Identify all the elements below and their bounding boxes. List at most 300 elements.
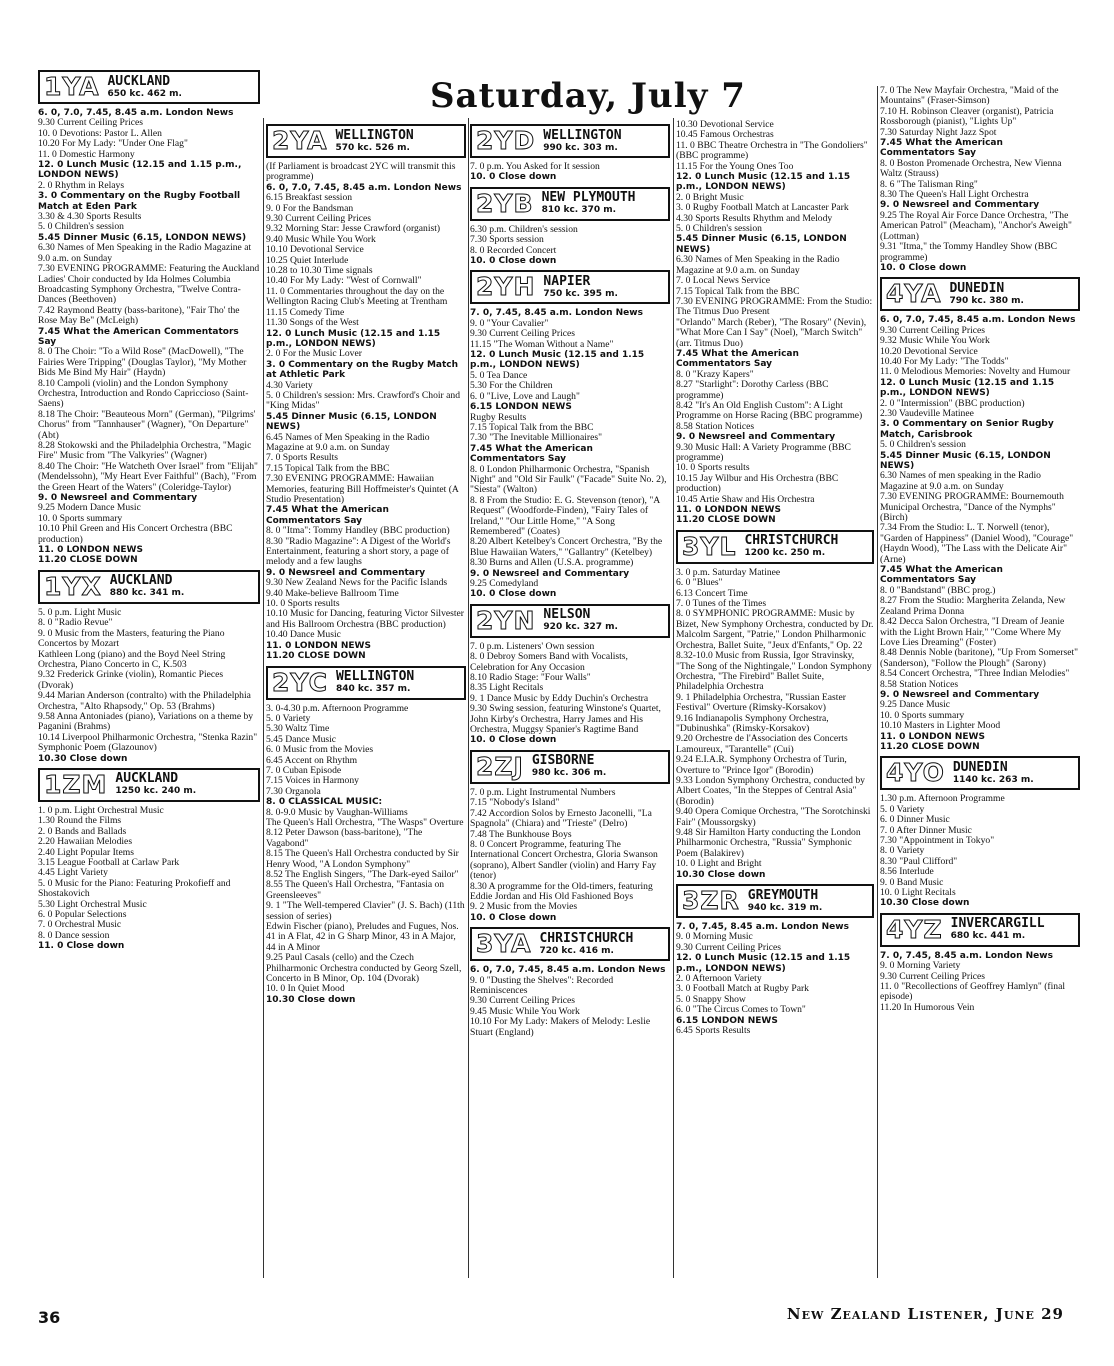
station-meta xyxy=(528,752,607,782)
programme-line: 10.14 Liverpool Philharmonic Orchestra, "Stenka Razin" Symphonic Poem (Glazounov) xyxy=(38,731,258,754)
station-callsign: 3YL xyxy=(682,531,737,561)
programme-line: 10. 0 Close down xyxy=(470,735,557,746)
programme-line: 8.52 The English Singers, "The Dark-eyed Sailor" xyxy=(266,869,459,880)
programme-line: 3. 0 Rugby Football Match at Lancaster Park xyxy=(676,202,849,214)
programme-line: 10.40 Dance Music xyxy=(266,629,341,641)
programme-line: 9.32 Music While You Work xyxy=(880,335,990,347)
programme-line: 10. 0 Sports results xyxy=(676,462,750,474)
programme-line: 7.30 EVENING PROGRAMME: From the Studio: The Titmus Duo Present xyxy=(676,295,873,318)
programme-line: 5.45 Dinner Music (6.15, LONDON NEWS) xyxy=(266,411,437,433)
programme-line: 2. 0 For the Music Lover xyxy=(266,348,362,360)
programme-line: 6. 0, 7.0, 7.45, 8.45 a.m. London News xyxy=(266,182,462,193)
programme-line: 11. 0 LONDON NEWS xyxy=(38,545,143,556)
programme-line: Rugby Results xyxy=(470,411,527,423)
programme-line: 9.30 Music Hall: A Variety Programme (BBC programme) xyxy=(676,441,851,463)
station-city: GREYMOUTH xyxy=(747,887,819,903)
column-4 xyxy=(676,120,874,1037)
programme-line: 9.32 Frederick Grinke (violin), Romantic Pieces (Dvorak) xyxy=(38,669,224,691)
programme-line: 7. 0 Cuban Episode xyxy=(266,764,342,776)
programme-line: 8.30 A programme for the Old-timers, featuring Eddie Jordan and His Old Fashioned Boys xyxy=(470,880,653,902)
station-city: AUCKLAND xyxy=(115,771,179,787)
station-frequency: 720 kc. 416 m. xyxy=(539,945,614,956)
station-city: WELLINGTON xyxy=(335,669,415,684)
programme-line: 7.48 The Bunkhouse Boys xyxy=(470,828,572,840)
programme-line: 9. 0 Band Music xyxy=(880,876,944,888)
programme-line: 9. 0 Newsreel and Commentary xyxy=(470,568,630,579)
station-callsign: 1ZM xyxy=(44,769,108,799)
programme-line: 10. 0 Close down xyxy=(470,172,557,183)
programme-line: 6.15 LONDON NEWS xyxy=(676,1015,778,1026)
programme-line: 8.32-10.0 Music from Russia, Igor Stravinsky, "The Song of the Nightingale," London Symphony Orchestra, "The Firebird" Ballet Suite, Philadelphia Orchestra xyxy=(676,650,872,693)
programme-line: 10.10 Devotional Service xyxy=(266,244,364,256)
programme-line: 7.34 From the Studio: L. T. Norwell (tenor), "Garden of Happiness" (Daniel Wood), "Courage" (Haydn Wood), "The Lass with the Delicate Air" (Arne) xyxy=(880,522,1074,565)
programme-line: 7.45 What the American Commentators Say xyxy=(676,348,799,370)
programme-line: 11. 0 Domestic Harmony xyxy=(38,148,135,160)
programme-line: 10. 0 Close down xyxy=(470,256,557,267)
programme-line: 9.31 "Itma," the Tommy Handley Show (BBC programme) xyxy=(880,241,1057,263)
programme-line: 8.12 Peter Dawson (bass-baritone), "The Vagabond" xyxy=(266,827,423,849)
programme-line: 3. 0 p.m. Saturday Matinee xyxy=(676,566,781,578)
programme-line: 5.45 Dinner Music (6.15, LONDON NEWS) xyxy=(676,234,847,255)
programme-line: 9.32 Morning Star: Jesse Crawford (organist) xyxy=(266,223,441,235)
programme-line: 11. 0 Melodious Memories: Novelty and Humour xyxy=(880,366,1071,378)
programme-line: 8. 0 "Radio Revue" xyxy=(38,617,113,629)
station-frequency: 980 kc. 306 m. xyxy=(531,768,607,779)
programme-line: 11. 0 LONDON NEWS xyxy=(266,640,371,651)
programme-line: 8. 0 Concert Programme, featuring The International Concert Orchestra, Gloria Swanson (soprano), Albert Sandler (violin) and Harry Fay (tenor) xyxy=(470,838,658,882)
programme-line: 7.30 EVENING PROGRAMME: Featuring the Auckland Ladies' Choir conducted by Ida Holmes Columbia Broadcasting Symphony Orchestra, "Twelve Contra-Dances (Beethoven) xyxy=(38,263,260,306)
programme-line: 7.45 What the American Commentators Say xyxy=(38,326,239,347)
programme-line: 8.30 "Radio Magazine": A Digest of the World's Entertainment, featuring a short story, a page of melody and a few laughs xyxy=(266,535,451,568)
station-callsign: 3YA xyxy=(476,929,532,959)
programme-line: 5.45 Dinner Music (6.15, LONDON NEWS) xyxy=(38,232,247,243)
programme-line: 12. 0 Lunch Music (12.15 and 1.15 p.m., LONDON NEWS) xyxy=(676,172,851,193)
programme-line: 9. 2 Music from the Movies xyxy=(470,901,578,913)
programme-line: 8.42 "It's An Old English Custom": A Light Programme on Horse Racing (BBC programme) xyxy=(676,399,863,422)
programme-line: 9. 0 Newsreel and Commentary xyxy=(38,493,198,504)
programme-line: 5. 0 Children's session xyxy=(38,221,124,233)
programme-line: 12. 0 Lunch Music (12.15 and 1.15 p.m., LONDON NEWS) xyxy=(470,350,645,371)
station-frequency: 1250 kc. 240 m. xyxy=(115,786,197,797)
station-callsign: 4YA xyxy=(886,279,942,309)
programme-line: 3. 0 Commentary on the Rugby Football Match at Eden Park xyxy=(38,191,241,212)
programme-line: 10. 0 Light Recitals xyxy=(880,887,956,899)
station-meta xyxy=(945,279,1024,309)
programme-line: 12. 0 Lunch Music (12.15 and 1.15 p.m., LONDON NEWS) xyxy=(266,328,441,349)
programme-line: 2. 0 Bright Music xyxy=(676,191,744,203)
programme-line: 4.45 Light Variety xyxy=(38,867,108,879)
column-rule xyxy=(877,86,878,1278)
station-header xyxy=(38,570,260,604)
programme-line: 8.56 Interlude xyxy=(880,866,934,878)
programme-line: 9. 1 "The Well-tempered Clavier" (J. S. Bach) (11th session of series) xyxy=(266,900,465,922)
programme-line: 2. 0 "Intermission" (BBC production) xyxy=(880,397,1025,409)
programme-line: 8. 0 London Philharmonic Orchestra, "Spanish Night" and "Old Sir Faulk" ("Facade" Suite No. 2), "Siesta" (Walton) xyxy=(470,463,667,496)
programme-line: The Queen's Hall Orchestra, "The Wasps" Overture xyxy=(266,816,464,828)
programme-line: 9.30 Current Ceiling Prices xyxy=(880,970,985,982)
programme-line: 7.30 EVENING PROGRAMME: Bournemouth Municipal Orchestra, "Dance of the Nymphs" (Birch) xyxy=(880,491,1064,524)
programme-line: 7.30 Organola xyxy=(266,785,321,797)
programme-line: 9.25 Dance Music xyxy=(880,699,951,711)
programme-line: 7. 0 p.m. Light Instrumental Numbers xyxy=(470,786,616,798)
programme-line: 9. 0 Music from the Masters, featuring the Piano Concertos by Mozart xyxy=(38,627,225,650)
programme-line: 10. 0 Sports summary xyxy=(880,709,965,721)
programme-line: 6. 0, 7.0, 7.45, 8.45 a.m. London News xyxy=(470,965,666,976)
programme-line: 5. 0 Children's session xyxy=(880,439,966,451)
programme-line: 10.20 Devotional Service xyxy=(880,345,978,357)
programme-line: 7.45 What the American Commentators Say xyxy=(880,565,1003,586)
station-city: DUNEDIN xyxy=(949,280,1005,296)
station-meta xyxy=(103,72,182,102)
station-header xyxy=(470,187,670,221)
programme-line: 5. 0 Tea Dance xyxy=(470,369,528,381)
programme-line: "Orlando" March (Reber), "The Rosary" (Nevin), "What More Can I Say" (Noel), "March Switch" (arr. Titmus Duo) xyxy=(676,316,867,349)
programme-line: 7.10 H. Robinson Cleaver (organist), Patricia Rossborough (pianist), "Lights Up" xyxy=(880,105,1054,128)
programme-line: 10.15 Jay Wilbur and His Orchestra (BBC production) xyxy=(676,472,839,495)
station-meta xyxy=(949,758,1034,788)
column-1 xyxy=(38,66,260,952)
programme-line: 10.10 Phil Green and His Concert Orchestra (BBC production) xyxy=(38,523,233,545)
programme-line: 6.30 p.m. Children's session xyxy=(470,223,578,235)
programme-line: 8.27 "Starlight": Dorothy Carless (BBC programme) xyxy=(676,379,829,401)
programme-line: 9.20 Orchestre de l'Association des Concerts Lamoureux, "Tarantelle" (Cui) xyxy=(676,733,848,755)
programme-line: 10.10 Music for Dancing, featuring Victor Silvester and His Ballroom Orchestra (BBC production) xyxy=(266,608,465,630)
station-meta xyxy=(740,532,838,562)
column-2 xyxy=(266,120,466,1005)
programme-line: 10. 0 Sports summary xyxy=(38,512,123,524)
station-header xyxy=(38,70,260,104)
programme-line: 10. 0 Close down xyxy=(470,589,557,600)
programme-line: 8.10 Radio Stage: "Four Walls" xyxy=(470,672,591,684)
programme-line: 8.15 The Queen's Hall Orchestra conducted by Sir Henry Wood, "A London Symphony" xyxy=(266,848,459,870)
programme-line: 7.15 Topical Talk from the BBC xyxy=(266,462,390,474)
programme-line: 9.33 London Symphony Orchestra, conducted by Albert Coates, "In the Steppes of Central Asia" (Borodin) xyxy=(676,774,865,807)
page-number: 36 xyxy=(38,1308,61,1327)
station-callsign: 2ZJ xyxy=(476,751,524,781)
programme-line: 9. 0 Newsreel and Commentary xyxy=(266,567,426,578)
programme-line: 6. 0, 7.0, 7.45, 8.45 a.m. London News xyxy=(880,315,1076,326)
programme-line: 10. 0 In Quiet Mood xyxy=(266,983,345,995)
programme-line: 6.30 Names of Men Speaking in the Radio Magazine at 9.0 a.m. on Sunday xyxy=(676,254,840,276)
programme-line: 6.30 Names of men speaking in the Radio Magazine at 9.0 a.m. on Sunday xyxy=(880,470,1041,492)
programme-line: 11.15 Comedy Time xyxy=(266,306,345,318)
programme-line: 4.30 Sports Results Rhythm and Melody xyxy=(676,212,833,224)
programme-line: 7. 0 Sports Results xyxy=(266,452,338,464)
programme-line: 7.42 Accordion Solos by Ernesto Jaconelli, "La Spagnola" (Chiara) and "Trieste" (Delro) xyxy=(470,807,652,830)
station-city: INVERCARGILL xyxy=(950,916,1045,932)
station-meta xyxy=(538,189,636,219)
station-callsign: 4YO xyxy=(886,758,945,788)
programme-line: 8.40 The Choir: "He Watcheth Over Israel" from "Elijah" (Mendelssohn), "My Heart Ever Faithful" (Bach), "From the Green Heart of the Waters" (Coleridge-Taylor) xyxy=(38,460,258,493)
programme-line: 8.30 Burns and Allen (U.S.A. programme) xyxy=(470,557,634,569)
station-city: NEW PLYMOUTH xyxy=(541,190,636,206)
station-callsign: 2YN xyxy=(476,605,536,635)
programme-line: 11. 0 LONDON NEWS xyxy=(880,731,985,742)
programme-line: 8. 0 SYMPHONIC PROGRAMME: Music by Bizet, New Symphony Orchestra, conducted by Dr. Malcolm Sargent, "Patrie," London Philharmonic Orchestra, Ballet Suite, "Jeux d'Enfants," Op. 22 xyxy=(676,608,874,651)
programme-line: 10.30 Close down xyxy=(880,898,970,909)
station-callsign: 1YA xyxy=(44,72,100,101)
programme-line: 7. 0 Local News Service xyxy=(676,275,771,287)
programme-line: 9.30 Current Ceiling Prices xyxy=(470,995,575,1007)
programme-line: 9.30 Current Ceiling Prices xyxy=(38,117,143,129)
station-callsign: 3ZR xyxy=(682,886,740,916)
programme-line: 11.15 For the Young Ones Too xyxy=(676,160,794,172)
programme-line: 11. 0 LONDON NEWS xyxy=(676,505,781,516)
programme-line: 6. 0 "Live, Love and Laugh" xyxy=(470,390,580,402)
programme-line: 7. 0 The New Mayfair Orchestra, "Maid of the Mountains" (Fraser-Simson) xyxy=(880,85,1059,107)
programme-line: 3. 0 Commentary on the Rugby Match at Athletic Park xyxy=(266,359,459,381)
station-header xyxy=(676,884,874,918)
programme-line: 6.15 Breakfast session xyxy=(266,192,353,204)
programme-line: 7.15 Voices in Harmony xyxy=(266,775,359,787)
programme-line: 10.30 Close down xyxy=(38,753,128,764)
programme-line: 8.55 The Queen's Hall Orchestra, "Fantasia on Greensleeves" xyxy=(266,879,445,901)
station-city: CHRISTCHURCH xyxy=(744,533,839,549)
programme-line: 9. 0 Morning Music xyxy=(676,931,753,943)
programme-line: 2. 0 Afternoon Variety xyxy=(676,973,762,985)
programme-line: 8.27 From the Studio: Margherita Zelanda, New Zealand Prima Donna xyxy=(880,595,1066,617)
station-header xyxy=(470,750,670,784)
programme-line: 11.20 CLOSE DOWN xyxy=(880,741,980,752)
column-5 xyxy=(880,86,1080,1013)
programme-line: 6. 0 Popular Selections xyxy=(38,909,127,921)
programme-line: 5. 0 Variety xyxy=(880,803,925,815)
programme-line: 12. 0 Lunch Music (12.15 and 1.15 p.m., LONDON NEWS) xyxy=(38,160,242,181)
station-frequency: 750 kc. 395 m. xyxy=(543,288,618,299)
programme-line: 9.24 E.I.A.R. Symphony Orchestra of Turin, Overture to "Prince Igor" (Borodin) xyxy=(676,754,847,776)
station-city: NAPIER xyxy=(543,273,591,289)
programme-line: 8. 0 "Itma": Tommy Handley (BBC production) xyxy=(266,525,450,537)
programme-line: 2.20 Hawaiian Melodies xyxy=(38,836,133,848)
programme-line: 10. 0 Light and Bright xyxy=(676,858,762,870)
station-header xyxy=(266,124,466,158)
programme-line: 10.20 For My Lady: "Under One Flag" xyxy=(38,138,188,150)
programme-line: 11.15 "The Woman Without a Name" xyxy=(470,338,614,350)
column-3 xyxy=(470,120,670,1038)
station-callsign: 2YA xyxy=(272,126,328,155)
programme-line: 7.42 Raymond Beatty (bass-baritone), "Fair Tho' the Rose May Be" (McLeigh) xyxy=(38,304,240,327)
programme-line: (If Parliament is broadcast 2YC will transmit this programme) xyxy=(266,161,456,183)
programme-line: 9.40 Music While You Work xyxy=(266,233,376,245)
footer-source: New Zealand Listener, June 29 xyxy=(786,1305,1064,1323)
programme-line: 4.30 Variety xyxy=(266,379,313,391)
programme-line: 5.45 Dinner Music (6.15, LONDON NEWS) xyxy=(880,450,1051,471)
programme-line: 8. 0 Boston Promenade Orchestra, New Vienna Waltz (Strauss) xyxy=(880,157,1062,180)
programme-line: 9. 0 "Your Cavalier" xyxy=(470,317,549,329)
programme-line: Edwin Fischer (piano), Preludes and Fugues, Nos. 41 in A Flat, 42 in G Sharp Minor, 43 in A Major, 44 in A Minor xyxy=(266,921,459,953)
programme-line: 3. 0-4.30 p.m. Afternoon Programme xyxy=(266,702,409,714)
station-city: AUCKLAND xyxy=(109,573,173,589)
programme-line: 7.30 Saturday Night Jazz Spot xyxy=(880,126,997,138)
programme-line: 5. 0 Children's session xyxy=(676,223,762,235)
programme-line: 7. 0 p.m. Listeners' Own session xyxy=(470,640,595,652)
station-header xyxy=(676,530,874,564)
station-header xyxy=(470,270,670,304)
programme-line: 8. 6 "The Talisman Ring" xyxy=(880,178,978,190)
station-meta xyxy=(539,126,621,156)
programme-line: 10.45 Artie Shaw and His Orchestra xyxy=(676,493,815,505)
programme-line: 10.10 Masters in Lighter Mood xyxy=(880,720,1001,732)
programme-line: 10.28 to 10.30 Time signals xyxy=(266,265,373,277)
programme-line: 11.20 CLOSE DOWN xyxy=(676,515,776,526)
programme-line: 6.15 LONDON NEWS xyxy=(470,402,572,413)
programme-line: 8.42 Decca Salon Orchestra, "I Dream of Jeanie with the Light Brown Hair," "Come Where My Love Lies Dreaming" (Foster) xyxy=(880,616,1065,648)
programme-line: 7.45 What the American Commentators Say xyxy=(266,505,389,526)
programme-line: 7.15 Topical Talk from the BBC xyxy=(676,285,800,297)
programme-line: 9.30 Current Ceiling Prices xyxy=(880,324,985,336)
station-meta xyxy=(535,929,633,959)
programme-line: 9. 0 For the Bandsman xyxy=(266,202,354,214)
programme-line: 11. 0 "Recollections of Geoffrey Hamlyn" (final episode) xyxy=(880,981,1065,1003)
station-frequency: 570 kc. 526 m. xyxy=(335,142,410,153)
programme-line: 6.45 Sports Results xyxy=(676,1025,751,1037)
programme-line: 11. 0 BBC Theatre Orchestra in "The Gondoliers" (BBC programme) xyxy=(676,139,868,162)
station-meta xyxy=(106,572,185,602)
programme-line: 7. 0, 7.45, 8.45 a.m. London News xyxy=(676,922,849,933)
column-rule xyxy=(263,118,264,1278)
programme-line: 7.30 "Appointment in Tokyo" xyxy=(880,835,995,846)
page-title: Saturday, July 7 xyxy=(430,76,746,116)
station-meta xyxy=(111,770,196,800)
station-frequency: 790 kc. 380 m. xyxy=(949,295,1024,306)
programme-line: 6.45 Names of Men Speaking in the Radio Magazine at 9.0 a.m. on Sunday xyxy=(266,431,430,453)
station-header xyxy=(470,927,670,961)
programme-line: 8.20 Albert Ketelbey's Concert Orchestra, "By the Blue Hawaiian Waters," "Gallantry" (Ketelbey) xyxy=(470,536,663,558)
programme-line: 8.10 Campoli (violin) and the London Symphony Orchestra, Introduction and Rondo Capriccioso (Saint-Saens) xyxy=(38,377,249,410)
programme-line: 7.45 What the American Commentators Say xyxy=(880,138,1003,159)
programme-line: 9.30 Current Ceiling Prices xyxy=(266,213,371,225)
programme-line: 6. 0 Dinner Music xyxy=(880,814,950,826)
programme-line: 12. 0 Lunch Music (12.15 and 1.15 p.m., LONDON NEWS) xyxy=(880,377,1055,399)
programme-line: 9.25 Paul Casals (cello) and the Czech Philharmonic Orchestra conducted by Georg Szell, Concerto in B Minor, Op. 104 (Dvorak) xyxy=(266,952,462,985)
programme-line: 6. 0, 7.0, 7.45, 8.45 a.m. London News xyxy=(38,108,234,118)
programme-line: 5.30 Waltz Time xyxy=(266,723,330,735)
programme-line: 5. 0 Snappy Show xyxy=(676,993,746,1005)
programme-line: 9. 1 Dance Music by Eddy Duchin's Orchestra xyxy=(470,692,649,704)
programme-line: 3. 0 Commentary on Senior Rugby Match, Carisbrook xyxy=(880,419,1054,440)
programme-line: 9.30 Swing session, featuring Winstone's Quartet, John Kirby's Orchestra, Harry James and His Orchestra, Muggsy Spanier's Ragtime Band xyxy=(470,703,661,736)
programme-line: 10.40 For My Lady: "West of Cornwall" xyxy=(266,275,422,287)
programme-line: 3.30 & 4.30 Sports Results xyxy=(38,211,142,223)
programme-line: 7.30 Sports session xyxy=(470,234,544,246)
programme-line: 5. 0 Variety xyxy=(266,712,311,724)
programme-line: 7. 0, 7.45, 8.45 a.m. London News xyxy=(880,950,1053,961)
programme-line: 12. 0 Lunch Music (12.15 and 1.15 p.m., LONDON NEWS) xyxy=(676,953,851,974)
station-city: AUCKLAND xyxy=(107,73,171,89)
programme-line: 9.48 Sir Hamilton Harty conducting the London Philharmonic Orchestra, "Russia" Symphonic Poem (Balakirev) xyxy=(676,827,861,859)
programme-line: 9.25 The Royal Air Force Dance Orchestra, "The American Patrol" (Meacham), "Anchor's Aweigh" (Lottman) xyxy=(880,209,1072,242)
programme-line: 7.15 "Nobody's Island" xyxy=(470,797,560,809)
station-frequency: 1140 kc. 263 m. xyxy=(952,774,1034,785)
programme-line: 8. 0 Recorded Concert xyxy=(470,244,557,256)
programme-line: 2.40 Light Popular Items xyxy=(38,846,134,858)
station-frequency: 920 kc. 327 m. xyxy=(543,622,618,633)
programme-line: 8. 0 "Bandstand" (BBC prog.) xyxy=(880,584,996,596)
programme-line: 11. 0 Commentaries throughout the day on the Wellington Racing Club's Meeting at Trentham xyxy=(266,285,448,308)
programme-line: 1.30 p.m. Afternoon Programme xyxy=(880,793,1005,805)
programme-line: 11.30 Songs of the West xyxy=(266,317,359,329)
programme-line: 5.30 For the Children xyxy=(470,380,553,392)
programme-line: 10.45 Famous Orchestras xyxy=(676,129,774,141)
programme-line: 10. 0 Sports results xyxy=(266,598,340,610)
programme-line: 6. 0 Music from the Movies xyxy=(266,744,374,756)
station-frequency: 940 kc. 319 m. xyxy=(747,902,823,913)
programme-line: 7. 0 p.m. You Asked for It session xyxy=(470,161,600,172)
programme-line: 9. 1 Philadelphia Orchestra, "Russian Easter Festival" Overture (Rimsky-Korsakov) xyxy=(676,691,846,714)
station-city: CHRISTCHURCH xyxy=(539,930,634,946)
programme-line: 8.48 Dennis Noble (baritone), "Up From Somerset" (Sanderson), "Follow the Plough" (Sarony) xyxy=(880,647,1079,669)
station-meta xyxy=(332,668,414,698)
station-meta xyxy=(539,272,618,302)
programme-line: 11.20 In Humorous Vein xyxy=(880,1001,975,1013)
programme-line: 9.25 Comedyland xyxy=(470,578,539,589)
programme-line: 2.30 Vaudeville Matinee xyxy=(880,407,974,419)
programme-line: 8.28 Stokowski and the Philadelphia Orchestra, "Magic Fire" Music from "The Valkyries" (Wagner) xyxy=(38,440,252,462)
programme-line: 3. 0 Football Match at Rugby Park xyxy=(676,983,809,995)
programme-line: 8. 0 The Choir: "To a Wild Rose" (MacDowell), "The Fairies Were Tripping" (Douglas Taylor), "My Mother Bids Me Bind My Hair" (Haydn) xyxy=(38,346,247,379)
programme-line: 10.10 For My Lady: Makers of Melody: Leslie Stuart (England) xyxy=(470,1016,651,1038)
programme-line: 8.58 Station Notices xyxy=(676,420,755,432)
programme-line: 9.30 Current Ceiling Prices xyxy=(676,941,781,953)
programme-line: 9.25 Modern Dance Music xyxy=(38,502,141,514)
programme-line: 10.25 Quiet Interlude xyxy=(266,254,349,266)
programme-line: 10.30 Devotional Service xyxy=(676,119,774,130)
station-meta xyxy=(331,126,413,156)
station-header xyxy=(880,756,1080,790)
programme-line: 8.18 The Choir: "Beauteous Morn" (German), "Pilgrims' Chorus" from "Tannhauser" (Wagner), "On Departure" (Abt) xyxy=(38,408,256,441)
programme-line: 9.40 Opera Comique Orchestra, "The Sorotchinski Fair" (Moussorgsky) xyxy=(676,806,871,828)
programme-line: 9.58 Anna Antoniades (piano), Variations on a theme by Paganini (Brahms) xyxy=(38,710,254,733)
programme-line: 11.20 CLOSE DOWN xyxy=(38,555,138,566)
station-city: GISBORNE xyxy=(531,753,595,769)
programme-line: 10. 0 Devotions: Pastor L. Allen xyxy=(38,127,162,139)
programme-line: 9. 0 Newsreel and Commentary xyxy=(880,689,1040,700)
programme-line: 7. 0 Orchestral Music xyxy=(38,919,122,931)
programme-line: 9.44 Marian Anderson (contralto) with the Philadelphia Orchestra, "Alto Rhapsody," Op. 53 (Brahms) xyxy=(38,690,251,712)
station-frequency: 680 kc. 441 m. xyxy=(950,931,1026,942)
station-header xyxy=(38,768,260,802)
station-frequency: 990 kc. 303 m. xyxy=(543,142,618,153)
programme-line: 3.15 League Football at Carlaw Park xyxy=(38,857,180,868)
programme-line: 5. 0 Children's session: Mrs. Crawford's Choir and "King Midas" xyxy=(266,389,460,412)
programme-line: 10.40 For My Lady: "The Todds" xyxy=(880,355,1009,367)
programme-line: 9.30 New Zealand News for the Pacific Islands xyxy=(266,577,448,589)
programme-line: 8. 0 "Krazy Kapers" xyxy=(676,368,754,380)
programme-line: 8. 0 Debroy Somers Band with Vocalists, Celebration for Any Occasion xyxy=(470,651,628,673)
programme-line: 6.45 Accent on Rhythm xyxy=(266,754,358,766)
programme-line: 7. 0, 7.45, 8.45 a.m. London News xyxy=(470,308,643,319)
programme-line: 7. 0 Tunes of the Times xyxy=(676,598,767,610)
programme-line: 10.30 Close down xyxy=(676,869,766,880)
programme-line: 8.30 The Queen's Hall Light Orchestra xyxy=(880,189,1029,201)
programme-line: 2. 0 Bands and Ballads xyxy=(38,825,127,837)
programme-line: 5. 0 Music for the Piano: Featuring Prokofieff and Shostakovich xyxy=(38,877,231,900)
programme-line: 8.35 Light Recitals xyxy=(470,682,544,694)
column-rule xyxy=(673,118,674,1278)
programme-line: 10. 0 Close down xyxy=(470,912,557,923)
programme-line: 5. 0 p.m. Light Music xyxy=(38,606,122,618)
programme-line: 8.58 Station Notices xyxy=(880,678,959,690)
station-city: WELLINGTON xyxy=(543,127,622,143)
programme-line: 8.30 "Paul Clifford" xyxy=(880,855,958,867)
station-callsign: 4YZ xyxy=(886,914,943,944)
programme-line: 2. 0 Rhythm in Relays xyxy=(38,179,125,191)
station-frequency: 810 kc. 370 m. xyxy=(541,205,617,216)
programme-line: 7. 0 After Dinner Music xyxy=(880,824,972,836)
station-meta xyxy=(947,915,1045,945)
programme-line: 10. 0 Close down xyxy=(880,262,967,273)
programme-line: 11. 0 Close down xyxy=(38,941,125,952)
